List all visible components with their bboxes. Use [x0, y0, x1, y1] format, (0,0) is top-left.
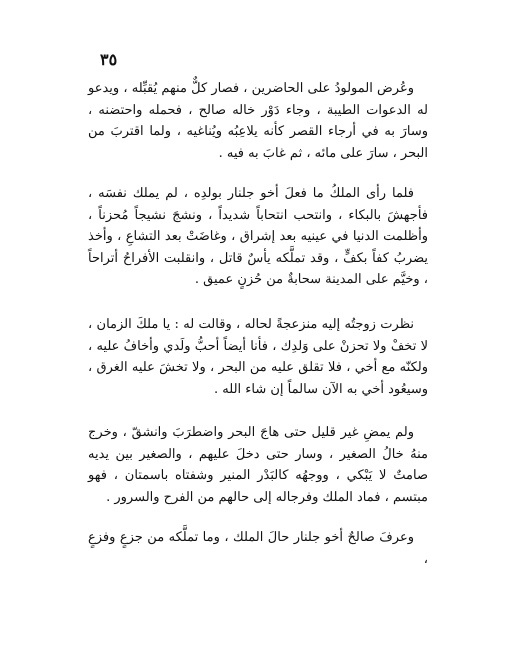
paragraph-4: ولم يمضِ غير قليل حتى هاجَ البحر واضطرَبَ وانشقّ ، وخرج منهُ خالُ الصغير ، وسار حتى دخلَ عليهم ، والصغير بين يديه صامتٌ لا يَبْكي ، ووجهُه كالبَدْر المنير وشفتاه باسمتان ، فهو مبتسم ، فماد الملك وفرجاله إلى حالهم من الفرح والسرور .: [88, 425, 428, 505]
paragraph-1: وعُرض المولودُ على الحاضرين ، فصار كلٌّ منهم يُقبِّله ، ويدعو له الدعوات الطيبة ، وجاء دَوْر خاله صالح ، فحمله واحتضنه ، وسارَ به في أرجاء القصر كأنه يلاعِبُه ويُناغيه ، ولما اقتربَ من البحر ، سارَ على مائه ، ثم غابَ به فيه .: [88, 81, 428, 161]
paragraph-2: فلما رأى الملكُ ما فعلَ أخو جلنار بولدِه ، لم يملك نفسَه ، فأجهشَ بالبكاء ، وانتحب انتحاباً شديداً ، ونشجَ نشيجاً مُحزناً ، وأظلمت الدنيا في عينيه بعد إشراق ، وغاضَتْ بعد التشاعِ ، وأخذ يضربُ كفاً بكفٍّ ، وقد تملَّكه يأسٌ قاتل ، وانقلبت الأفراحُ أتراحاً ، وخيَّم على المدينة سحابةٌ من حُزنٍ عميق .: [88, 186, 428, 287]
paragraph-3: نظرت زوجتُه إليه منزعجةً لحاله ، وقالت له : يا ملكَ الزمان ، لا تخفْ ولا تحزنْ على وَلدِك ، فأنا أيضاً أحبُّ ولَدي وأخافُ عليه ، ولكنّه مع أخي ، فلا تقلق عليه من البحر ، ولا تخشَ عليه الغرق ، وسيعُود أخي به الآن سالماً إن شاء الله .: [88, 317, 428, 397]
paragraph-1-block: [88, 78, 428, 164]
paragraph-5-block: [88, 527, 428, 570]
paragraph-2-block: [88, 183, 428, 291]
page-number: ٣٥: [100, 50, 118, 69]
paragraph-4-block: [88, 422, 428, 508]
paragraph-5: وعرفَ صالحٌ أخو جلنار حالَ الملك ، وما تملَّكه من جزعٍ وفزعٍ ،: [88, 530, 428, 567]
paragraph-3-block: [88, 314, 428, 400]
